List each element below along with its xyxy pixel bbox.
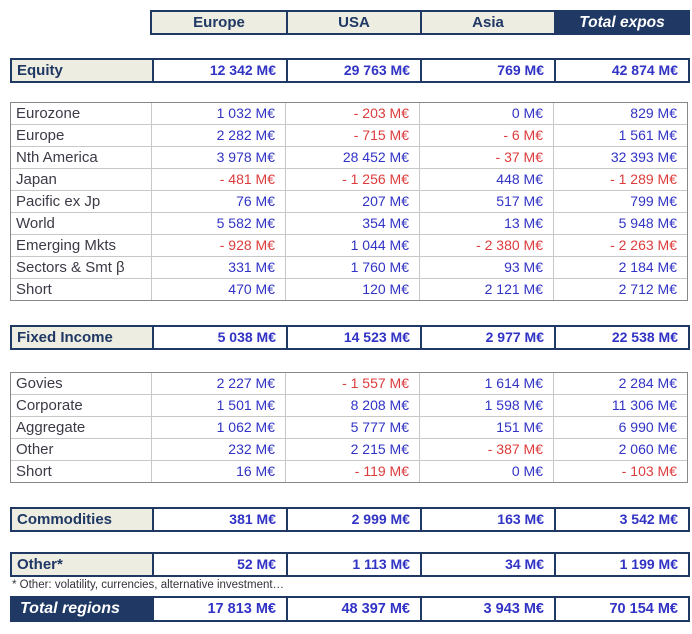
- equity-asia-value: 769 M€: [420, 60, 554, 81]
- cell-value: 2 121 M€: [419, 279, 553, 300]
- cell-value: 11 306 M€: [553, 395, 687, 416]
- cell-value: - 1 289 M€: [553, 169, 687, 190]
- cell-value: - 1 557 M€: [285, 373, 419, 394]
- cell-value: 1 598 M€: [419, 395, 553, 416]
- total-regions-usa-value: 48 397 M€: [286, 598, 420, 620]
- cell-value: 5 948 M€: [553, 213, 687, 234]
- cell-value: - 481 M€: [151, 169, 285, 190]
- cell-value: - 1 256 M€: [285, 169, 419, 190]
- cell-value: 3 978 M€: [151, 147, 285, 168]
- cell-value: 470 M€: [151, 279, 285, 300]
- cell-value: 93 M€: [419, 257, 553, 278]
- fixed-income-section-row: [10, 325, 690, 350]
- cell-value: - 103 M€: [553, 461, 687, 482]
- section-label-total-regions: Total regions: [12, 598, 152, 620]
- cell-value: 13 M€: [419, 213, 553, 234]
- cell-value: 2 215 M€: [285, 439, 419, 460]
- commodities-europe-value: 381 M€: [152, 509, 286, 530]
- footnote: * Other: volatility, currencies, alternative investment…: [12, 579, 285, 591]
- col-header-asia: Asia: [420, 12, 554, 33]
- cell-value: 16 M€: [151, 461, 285, 482]
- col-header-usa: USA: [286, 12, 420, 33]
- cell-value: 1 044 M€: [285, 235, 419, 256]
- cell-value: 5 582 M€: [151, 213, 285, 234]
- cell-value: 5 777 M€: [285, 417, 419, 438]
- cell-value: 232 M€: [151, 439, 285, 460]
- cell-value: 829 M€: [553, 103, 687, 124]
- fixed-income-detail-table: [10, 372, 688, 483]
- cell-value: - 2 380 M€: [419, 235, 553, 256]
- fixed-income-total-value: 22 538 M€: [554, 327, 688, 348]
- cell-value: 2 712 M€: [553, 279, 687, 300]
- cell-value: - 203 M€: [285, 103, 419, 124]
- col-header-europe: Europe: [152, 12, 286, 33]
- row-label: World: [11, 213, 151, 234]
- commodities-usa-value: 2 999 M€: [286, 509, 420, 530]
- fixed-income-europe-value: 5 038 M€: [152, 327, 286, 348]
- table-row-aggregate: [11, 416, 687, 438]
- cell-value: 448 M€: [419, 169, 553, 190]
- equity-usa-value: 29 763 M€: [286, 60, 420, 81]
- row-label: Emerging Mkts: [11, 235, 151, 256]
- cell-value: 207 M€: [285, 191, 419, 212]
- row-label: Govies: [11, 373, 151, 394]
- row-label: Europe: [11, 125, 151, 146]
- total-regions-total-value: 70 154 M€: [554, 598, 688, 620]
- total-regions-asia-value: 3 943 M€: [420, 598, 554, 620]
- row-label: Sectors & Smt β: [11, 257, 151, 278]
- cell-value: - 37 M€: [419, 147, 553, 168]
- cell-value: - 6 M€: [419, 125, 553, 146]
- commodities-total-value: 3 542 M€: [554, 509, 688, 530]
- equity-detail-table: [10, 102, 688, 301]
- section-label-other: Other*: [12, 554, 152, 575]
- table-row-nth-america: [11, 146, 687, 168]
- equity-section-row: [10, 58, 690, 83]
- total-regions-row: [10, 596, 690, 622]
- other-total-value: 1 199 M€: [554, 554, 688, 575]
- cell-value: 1 501 M€: [151, 395, 285, 416]
- cell-value: - 2 263 M€: [553, 235, 687, 256]
- cell-value: 151 M€: [419, 417, 553, 438]
- table-row-emerging-mkts: [11, 234, 687, 256]
- cell-value: - 715 M€: [285, 125, 419, 146]
- col-header-total-expos: Total expos: [554, 12, 688, 33]
- cell-value: 2 184 M€: [553, 257, 687, 278]
- cell-value: 1 032 M€: [151, 103, 285, 124]
- section-label-equity: Equity: [12, 60, 152, 81]
- other-asia-value: 34 M€: [420, 554, 554, 575]
- table-row-pacific-ex-jp: [11, 190, 687, 212]
- cell-value: 120 M€: [285, 279, 419, 300]
- other-usa-value: 1 113 M€: [286, 554, 420, 575]
- cell-value: 2 282 M€: [151, 125, 285, 146]
- other-europe-value: 52 M€: [152, 554, 286, 575]
- equity-total-value: 42 874 M€: [554, 60, 688, 81]
- cell-value: 6 990 M€: [553, 417, 687, 438]
- table-row-japan: [11, 168, 687, 190]
- total-regions-europe-value: 17 813 M€: [152, 598, 286, 620]
- table-row-corporate: [11, 394, 687, 416]
- cell-value: 1 062 M€: [151, 417, 285, 438]
- cell-value: 1 760 M€: [285, 257, 419, 278]
- table-row-govies: [11, 373, 687, 394]
- cell-value: 2 284 M€: [553, 373, 687, 394]
- row-label: Eurozone: [11, 103, 151, 124]
- cell-value: 32 393 M€: [553, 147, 687, 168]
- cell-value: 2 227 M€: [151, 373, 285, 394]
- cell-value: 0 M€: [419, 103, 553, 124]
- table-row-equity-short: [11, 278, 687, 300]
- section-label-fixed-income: Fixed Income: [12, 327, 152, 348]
- cell-value: 517 M€: [419, 191, 553, 212]
- section-label-commodities: Commodities: [12, 509, 152, 530]
- equity-europe-value: 12 342 M€: [152, 60, 286, 81]
- other-section-row: [10, 552, 690, 577]
- cell-value: 76 M€: [151, 191, 285, 212]
- cell-value: 2 060 M€: [553, 439, 687, 460]
- table-row-fi-other: [11, 438, 687, 460]
- table-row-eurozone: [11, 103, 687, 124]
- table-row-world: [11, 212, 687, 234]
- cell-value: 1 561 M€: [553, 125, 687, 146]
- table-row-fi-short: [11, 460, 687, 482]
- cell-value: 331 M€: [151, 257, 285, 278]
- row-label: Short: [11, 279, 151, 300]
- row-label: Nth America: [11, 147, 151, 168]
- cell-value: 799 M€: [553, 191, 687, 212]
- cell-value: 28 452 M€: [285, 147, 419, 168]
- header-row: [150, 10, 690, 35]
- table-row-europe: [11, 124, 687, 146]
- commodities-section-row: [10, 507, 690, 532]
- cell-value: - 928 M€: [151, 235, 285, 256]
- cell-value: 0 M€: [419, 461, 553, 482]
- row-label: Other: [11, 439, 151, 460]
- cell-value: 8 208 M€: [285, 395, 419, 416]
- table-row-sectors-smart-beta: [11, 256, 687, 278]
- row-label: Corporate: [11, 395, 151, 416]
- cell-value: 1 614 M€: [419, 373, 553, 394]
- row-label: Short: [11, 461, 151, 482]
- row-label: Japan: [11, 169, 151, 190]
- cell-value: - 387 M€: [419, 439, 553, 460]
- row-label: Pacific ex Jp: [11, 191, 151, 212]
- commodities-asia-value: 163 M€: [420, 509, 554, 530]
- cell-value: - 119 M€: [285, 461, 419, 482]
- row-label: Aggregate: [11, 417, 151, 438]
- fixed-income-asia-value: 2 977 M€: [420, 327, 554, 348]
- cell-value: 354 M€: [285, 213, 419, 234]
- fixed-income-usa-value: 14 523 M€: [286, 327, 420, 348]
